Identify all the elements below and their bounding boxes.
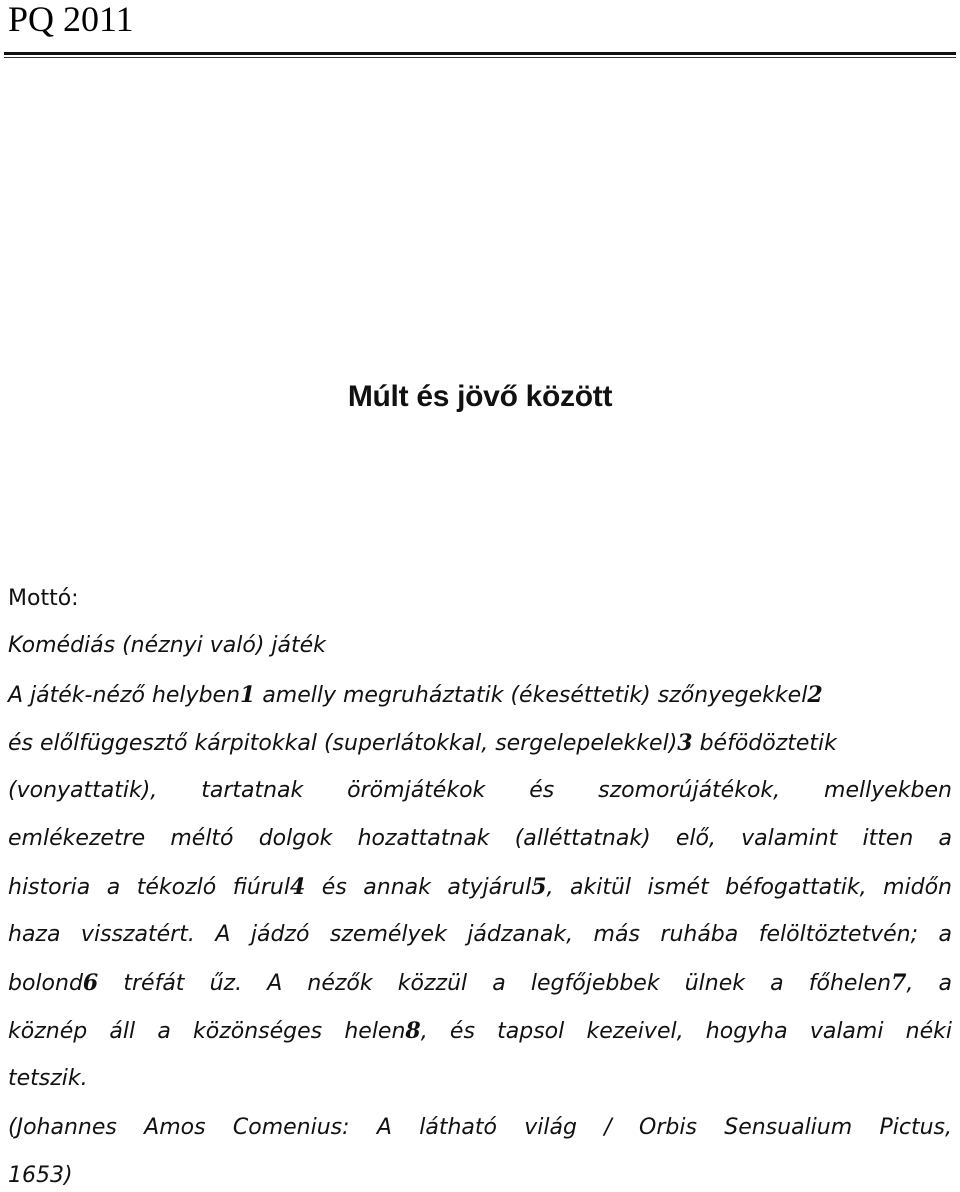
text-line bbox=[8, 683, 952, 708]
text-run: , akitül ismét béfogattatik, midőn bbox=[546, 875, 952, 900]
text-line bbox=[8, 971, 952, 996]
document-title: Múlt és jövő között bbox=[347, 380, 613, 413]
text-line bbox=[8, 779, 952, 803]
footnote-marker: 4 bbox=[289, 874, 306, 900]
text-run: amelly megruháztatik (ékeséttetik) szőnyegekkel bbox=[255, 683, 808, 708]
text-line bbox=[8, 827, 952, 851]
text-run: historia a tékozló fiúrul bbox=[8, 875, 290, 900]
text-run: köznép áll a közönséges helen bbox=[8, 1019, 406, 1044]
text-run: béfödöztetik bbox=[692, 731, 837, 756]
header-rule bbox=[4, 52, 956, 55]
motto-label: Mottó: bbox=[8, 586, 79, 611]
text-line bbox=[8, 1067, 952, 1091]
footnote-marker: 7 bbox=[891, 970, 907, 996]
footnote-marker: 1 bbox=[240, 682, 256, 708]
text-run: emlékezetre méltó dolgok hozattatnak (alléttatnak) elő, valamint itten a bbox=[8, 826, 952, 851]
text-run: és annak atyjárul bbox=[305, 875, 532, 900]
header-rule-thin bbox=[4, 57, 956, 58]
text-run: bolond bbox=[8, 971, 83, 996]
text-line bbox=[8, 875, 952, 900]
text-run: haza visszatért. A jádzó személyek jádzanak, más ruhába felöltöztetvén; a bbox=[8, 922, 952, 947]
text-line bbox=[8, 634, 952, 658]
text-run: , a bbox=[906, 971, 952, 996]
text-run: Komédiás (néznyi való) játék bbox=[8, 633, 326, 658]
footnote-marker: 6 bbox=[82, 970, 99, 996]
text-line bbox=[8, 923, 952, 947]
running-header: PQ 2011 bbox=[8, 0, 134, 39]
footnote-marker: 8 bbox=[405, 1018, 421, 1044]
text-run: 1653) bbox=[8, 1163, 73, 1188]
text-line bbox=[8, 731, 952, 756]
text-line bbox=[8, 1164, 952, 1188]
footnote-marker: 5 bbox=[531, 874, 547, 900]
text-run: és előlfüggesztő kárpitokkal (superlátokkal, sergelepelekkel) bbox=[8, 731, 678, 756]
text-run: A játék-néző helyben bbox=[8, 683, 241, 708]
footnote-marker: 2 bbox=[807, 682, 823, 708]
text-run: tréfát űz. A nézők közzül a legfőjebbek ülnek a főhelen bbox=[98, 971, 892, 996]
text-line bbox=[8, 1019, 952, 1044]
text-line bbox=[8, 1116, 952, 1140]
text-run: (vonyattatik), tartatnak örömjátékok és szomorújátékok, mellyekben bbox=[8, 778, 952, 803]
text-run: tetszik. bbox=[8, 1066, 88, 1091]
text-run: , és tapsol kezeivel, hogyha valami néki bbox=[420, 1019, 952, 1044]
text-run: (Johannes Amos Comenius: A látható világ / Orbis Sensualium Pictus, bbox=[8, 1115, 952, 1140]
footnote-marker: 3 bbox=[677, 730, 693, 756]
